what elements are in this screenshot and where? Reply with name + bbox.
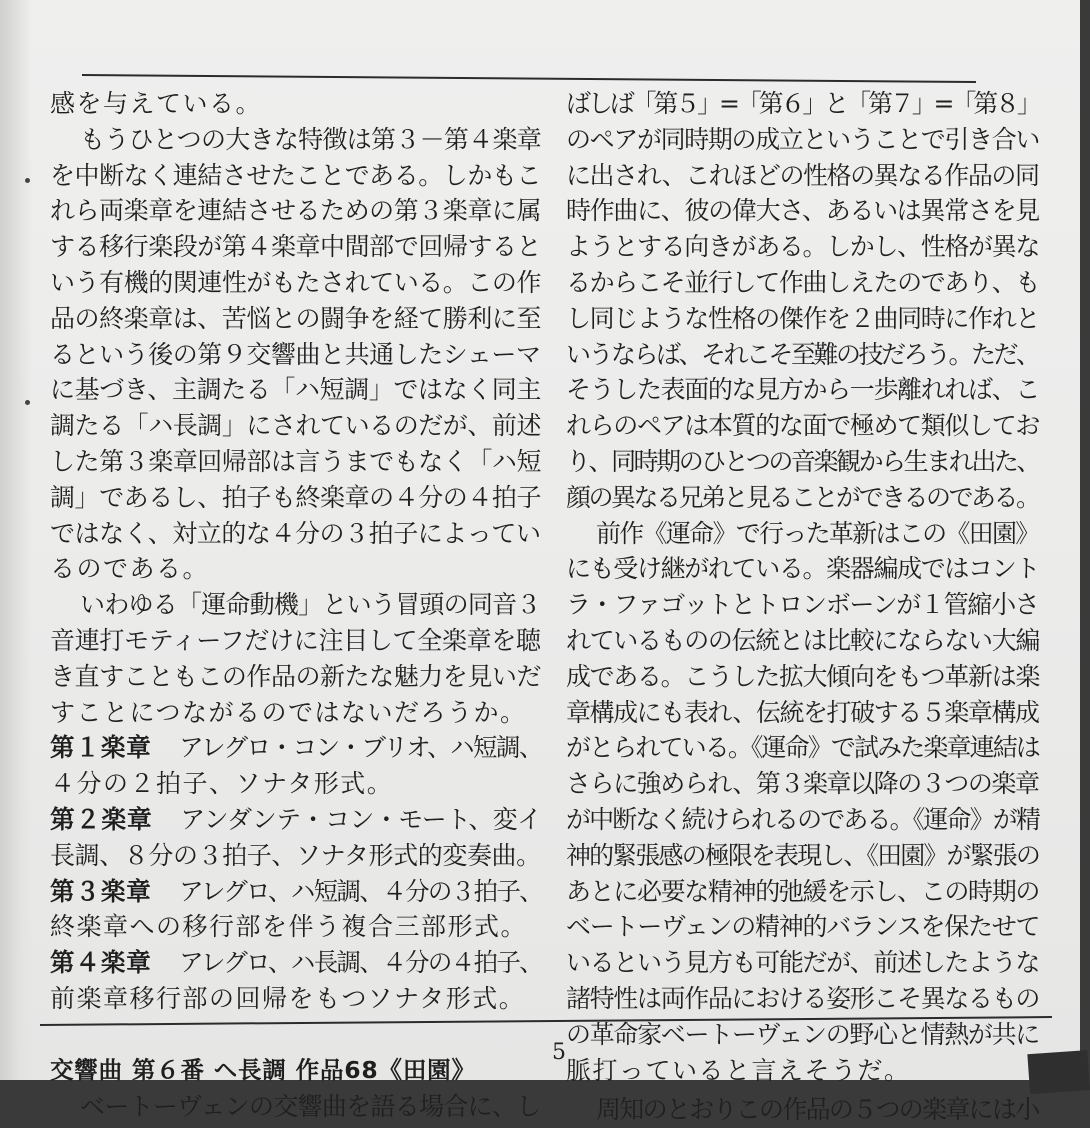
- text-line: 神的緊張感の極限を表現し、《田園》が緊張の: [566, 840, 1039, 870]
- page-number: 5: [552, 1040, 566, 1065]
- text-line: 時作曲に、彼の偉大さ、あるいは異常さを見: [566, 196, 1040, 226]
- text-line: るという後の第９交響曲と共通したシェーマ: [50, 339, 541, 369]
- text-line: に基づき、主調たる「ハ短調」ではなく同主: [50, 375, 542, 405]
- movement-description: 終楽章への移行部を伴う複合三部形式。: [50, 912, 528, 942]
- text-line: する移行楽段が第４楽章中間部で回帰すると: [50, 232, 542, 262]
- text-line: ばしば「第５」=「第６」と「第７」=「第８」: [566, 89, 1039, 118]
- movement-description: 長調、８分の３拍子、ソナタ形式的変奏曲。: [50, 840, 541, 870]
- movement-heading: 第２楽章: [50, 804, 153, 834]
- top-rule: [82, 74, 976, 83]
- movement-heading: 第３楽章: [50, 876, 152, 906]
- text-line: 音連打モティーフだけに注目して全楽章を聴: [50, 625, 541, 655]
- text-line: を中断なく連結させたことである。しかもこ: [50, 160, 542, 190]
- movement-entry: [50, 874, 543, 910]
- left-column: [50, 86, 542, 1125]
- text-line: 調たる「ハ長調」にされているのだが、前述: [50, 411, 542, 441]
- text-line: いうならば、それこそ至難の技だろう。ただ、: [566, 339, 1039, 369]
- text-line: れら両楽章を連結させるための第３楽章に属: [50, 196, 542, 226]
- text-line: ベートーヴェンの精神的バランスを保たせて: [566, 912, 1040, 942]
- text-line: し同じような性格の傑作を２曲同時に作れと: [566, 303, 1040, 333]
- spine-shadow: [0, 0, 32, 1080]
- text-line: に出され、これほどの性格の異なる作品の同: [566, 160, 1039, 190]
- text-line: 諸特性は両作品における姿形こそ異なるもの: [566, 983, 1040, 1013]
- text-line: が中断なく続けられるのである。《運命》が精: [566, 804, 1039, 834]
- text-line: 感を与えている。: [50, 89, 263, 118]
- text-line: にも受け継がれている。楽器編成ではコント: [566, 554, 1040, 584]
- text-line: れているものの伝統とは比較にならない大編: [566, 625, 1040, 655]
- text-line: もうひとつの大きな特徴は第３－第４楽章: [80, 124, 542, 154]
- text-line: 品の終楽章は、苦悩との闘争を経て勝利に至: [50, 303, 542, 333]
- movement-entry: [50, 730, 543, 766]
- text-line: り、同時期のひとつの音楽観から生まれ出た、: [566, 446, 1039, 476]
- text-line: ようとする向きがある。しかし、性格が異な: [566, 232, 1040, 262]
- text-line: 顔の異なる兄弟と見ることができるのである。: [566, 482, 1039, 512]
- binding-hole: [25, 178, 30, 183]
- text-line: がとられている。《運命》で試みた楽章連結は: [566, 733, 1039, 763]
- right-column: [566, 86, 1040, 1128]
- text-line: いう有機的関連性がもたされている。この作: [50, 267, 542, 297]
- section-heading: 交響曲 第６番 ヘ長調 作品68《田園》: [50, 1055, 476, 1084]
- text-line: 脈打っていると言えそうだ。: [566, 1055, 911, 1085]
- movement-entry: [50, 802, 542, 838]
- movement-description: ４分の２拍子、ソナタ形式。: [50, 769, 394, 799]
- text-line: ではなく、対立的な４分の３拍子によってい: [50, 518, 541, 548]
- movement-entry: [50, 945, 543, 981]
- text-line: した第３楽章回帰部は言うまでもなく「ハ短: [50, 446, 542, 476]
- movement-description: 前楽章移行部の回帰をもつソナタ形式。: [50, 983, 526, 1013]
- text-line: 章構成にも表れ、伝統を打破する５楽章構成: [566, 697, 1039, 727]
- text-line: 前作《運命》で行った革新はこの《田園》: [596, 518, 1039, 548]
- text-line: れらのペアは本質的な面で極めて類似してお: [566, 411, 1040, 441]
- text-line: の革命家ベートーヴェンの野心と情熱が共に: [566, 1019, 1040, 1049]
- text-line: すことにつながるのではないだろうか。: [50, 697, 527, 727]
- text-line: るのである。: [50, 554, 210, 584]
- movement-description: アンダンテ・コン・モート、変イ: [180, 804, 542, 834]
- movement-heading: 第１楽章: [50, 733, 152, 763]
- text-line: 調」であるし、拍子も終楽章の４分の４拍子: [50, 482, 542, 512]
- text-line: あとに必要な精神的弛緩を示し、この時期の: [566, 876, 1040, 906]
- text-line: ベートーヴェンの交響曲を語る場合に、し: [80, 1091, 541, 1121]
- movement-description: アレグロ・コン・ブリオ、ハ短調、: [179, 733, 543, 763]
- text-line: るからこそ並行して作曲しえたのであり、も: [566, 267, 1040, 297]
- text-line: 成である。こうした拡大傾向をもつ革新は楽: [566, 661, 1040, 691]
- binding-hole: [25, 400, 30, 405]
- text-line: さらに強められ、第３楽章以降の３つの楽章: [566, 769, 1039, 799]
- movement-heading: 第４楽章: [50, 948, 152, 978]
- text-line: そうした表面的な見方から一歩離れれば、こ: [566, 375, 1040, 405]
- movement-description: アレグロ、ハ短調、４分の３拍子、: [179, 876, 543, 906]
- movement-description: アレグロ、ハ長調、４分の４拍子、: [179, 948, 543, 978]
- text-line: ラ・ファゴットとトロンボーンが１管縮小さ: [566, 590, 1039, 620]
- text-line: いるという見方も可能だが、前述したような: [566, 948, 1040, 978]
- text-line: いわゆる「運命動機」という冒頭の同音３: [80, 590, 541, 620]
- text-line: のペアが同時期の成立ということで引き合い: [566, 124, 1040, 154]
- text-line: 周知のとおりこの作品の５つの楽章には小: [596, 1095, 1039, 1125]
- text-line: き直すこともこの作品の新たな魅力を見いだ: [50, 661, 542, 691]
